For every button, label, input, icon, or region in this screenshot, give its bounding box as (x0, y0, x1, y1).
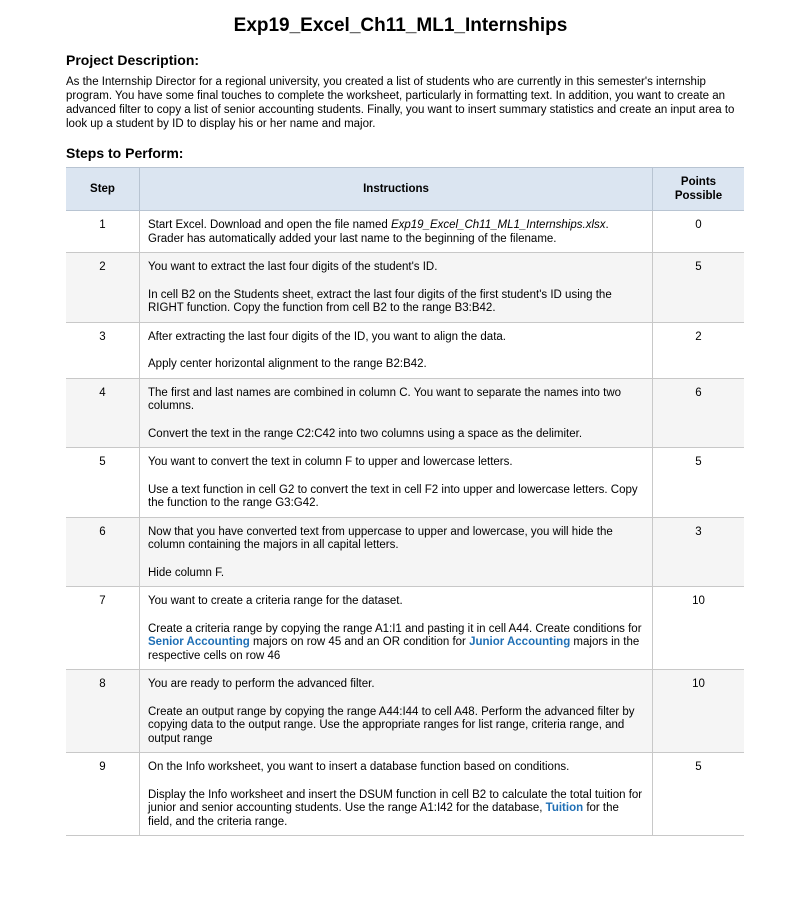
instruction-intro: After extracting the last four digits of the ID, you want to align the data. (148, 330, 506, 343)
step-instructions (140, 753, 653, 836)
instruction-text: Create a criteria range by copying the range A1:I1 and pasting it in cell A44. Create conditions for (148, 622, 642, 635)
step-number: 3 (66, 322, 140, 378)
header-points-line2: Possible (674, 190, 723, 202)
table-row (66, 448, 744, 518)
table-row (66, 753, 744, 836)
header-instructions: Instructions (140, 168, 653, 211)
step-number: 5 (66, 448, 140, 518)
instruction-text: majors in the respective cells on row 46 (148, 636, 640, 662)
step-instructions (140, 378, 653, 448)
instruction-intro: You are ready to perform the advanced filter. (148, 678, 375, 690)
step-number: 8 (66, 670, 140, 753)
highlight-senior-accounting: Senior Accounting (148, 636, 250, 648)
instruction-intro: Now that you have converted text from uppercase to upper and lowercase, you will hide the column containing the majors in all capital letters. (148, 525, 613, 551)
step-number: 1 (66, 211, 140, 253)
step-instructions (140, 587, 653, 670)
steps-heading: Steps to Perform: (66, 145, 184, 161)
step-instructions (140, 670, 653, 753)
instruction-intro: You want to create a criteria range for the dataset. (148, 595, 403, 607)
table-row (66, 670, 744, 753)
instruction-intro: You want to convert the text in column F to upper and lowercase letters. (148, 456, 513, 468)
instruction-detail: Use a text function in cell G2 to convert the text in cell F2 into upper and lowercase letters. Copy the function to the range G3:G42. (148, 483, 638, 509)
instruction-detail (148, 623, 643, 664)
table-row (66, 322, 744, 378)
step-points: 5 (653, 448, 745, 518)
step-points: 2 (653, 322, 745, 378)
project-description-text: As the Internship Director for a regional university, you created a list of students who are currently in this semester's internship program. You have some final touches to complete the worksheet, particularly in formatting text. In addition, you want to create an advanced filter to copy a list of senior accounting students. Finally, you want to insert summary statistics and create an input area to look up a student by ID to display his or her name and major. (66, 76, 735, 130)
instruction-intro: On the Info worksheet, you want to insert a database function based on conditions. (148, 761, 570, 773)
table-row (66, 378, 744, 448)
instruction-text: . Grader has automatically added your last name to the beginning of the filename. (148, 219, 609, 245)
step-number: 9 (66, 753, 140, 836)
step-points: 10 (653, 587, 745, 670)
highlight-junior-accounting: Junior Accounting (469, 636, 571, 648)
instruction-detail: Create an output range by copying the range A44:I44 to cell A48. Perform the advanced filter by copying data to the output range. Use the appropriate ranges for list range, criteria range, and output range (148, 705, 635, 745)
instruction-intro: The first and last names are combined in column C. You want to separate the names into two columns. (148, 386, 622, 412)
step-instructions (140, 211, 653, 253)
step-points: 0 (653, 211, 745, 253)
project-description-heading: Project Description: (66, 52, 200, 68)
instruction-text: for the field, and the criteria range. (148, 802, 619, 828)
table-row (66, 587, 744, 670)
table-header-row (66, 168, 744, 211)
step-points: 3 (653, 517, 745, 587)
step-points: 5 (653, 753, 745, 836)
table-row (66, 517, 744, 587)
header-points-line1: Points (680, 176, 717, 188)
instruction-text: majors on row 45 and an OR condition for (249, 636, 470, 648)
instruction-detail: Convert the text in the range C2:C42 into two columns using a space as the delimiter. (148, 427, 583, 440)
step-instructions (140, 322, 653, 378)
header-step: Step (66, 168, 140, 211)
instruction-detail: Apply center horizontal alignment to the range B2:B42. (148, 358, 427, 370)
table-row (66, 211, 744, 253)
file-name: Exp19_Excel_Ch11_ML1_Internships.xlsx (390, 219, 606, 231)
instruction-detail: Hide column F. (148, 566, 225, 579)
step-instructions (140, 253, 653, 323)
step-points: 6 (653, 378, 745, 448)
instruction-detail: In cell B2 on the Students sheet, extract the last four digits of the first student's ID using the RIGHT function. Copy the function from cell B2 to the range B3:B42. (148, 288, 612, 314)
document-title: Exp19_Excel_Ch11_ML1_Internships (233, 15, 568, 36)
instruction-text: Start Excel. Download and open the file named (148, 219, 391, 231)
header-points (653, 168, 745, 211)
step-instructions (140, 517, 653, 587)
instruction-intro: You want to extract the last four digits of the student's ID. (148, 261, 438, 273)
step-points: 10 (653, 670, 745, 753)
step-number: 6 (66, 517, 140, 587)
step-points: 5 (653, 253, 745, 323)
step-number: 4 (66, 378, 140, 448)
table-row (66, 253, 744, 323)
step-number: 2 (66, 253, 140, 323)
highlight-tuition: Tuition (545, 802, 584, 814)
steps-table (66, 167, 744, 836)
step-number: 7 (66, 587, 140, 670)
instruction-text: Display the Info worksheet and insert the DSUM function in cell B2 to calculate the total tuition for junior and senior accounting students. Use the range A1:I42 for the database, (148, 788, 643, 814)
step-instructions (140, 448, 653, 518)
instruction-detail (148, 789, 643, 830)
